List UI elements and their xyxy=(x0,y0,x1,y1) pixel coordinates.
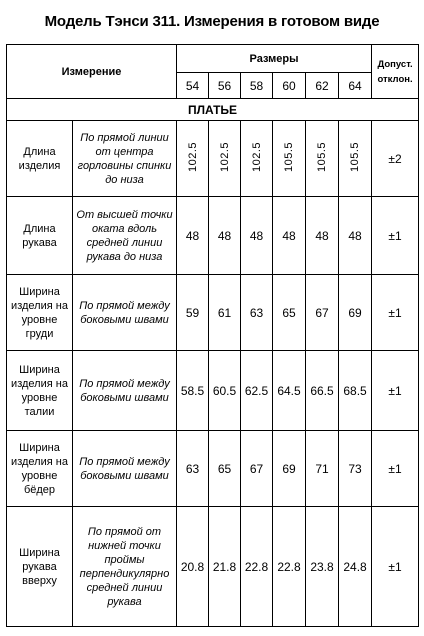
value-cell-60 xyxy=(273,121,306,197)
value-cell-54: 59 xyxy=(177,275,209,351)
size-header-60: 60 xyxy=(273,73,306,99)
value-cell-58: 48 xyxy=(241,197,273,275)
value-cell-62: 71 xyxy=(306,431,339,507)
method-cell: По прямой линии от центра горловины спинки до низа xyxy=(73,121,177,197)
tolerance-cell: ±1 xyxy=(372,507,419,627)
table-body xyxy=(7,121,419,627)
measurement-line: Длина xyxy=(23,222,56,235)
table-row xyxy=(7,121,419,197)
measurements-table xyxy=(6,44,419,627)
value-cell-54: 63 xyxy=(177,431,209,507)
measurement-cell xyxy=(7,507,73,627)
value-text: 102.5 xyxy=(250,141,263,173)
sizes-header: Размеры xyxy=(177,45,372,73)
measurement-cell xyxy=(7,197,73,275)
value-cell-56: 65 xyxy=(209,431,241,507)
method-cell: По прямой между боковыми швами xyxy=(73,275,177,351)
size-header-62: 62 xyxy=(306,73,339,99)
measurement-line: Длина xyxy=(23,145,56,158)
measurement-line: талии xyxy=(24,405,55,418)
value-cell-58: 67 xyxy=(241,431,273,507)
measurement-line: уровне xyxy=(21,469,58,482)
value-cell-62: 67 xyxy=(306,275,339,351)
table-row xyxy=(7,351,419,431)
value-cell-64: 73 xyxy=(339,431,372,507)
value-cell-64: 68.5 xyxy=(339,351,372,431)
measurement-line: изделия на xyxy=(11,377,68,390)
method-cell: По прямой от нижней точки проймы перпендикулярно средней линии рукава xyxy=(73,507,177,627)
value-text: 102.5 xyxy=(186,141,199,173)
measurement-cell xyxy=(7,351,73,431)
measurement-line: рукава xyxy=(22,236,57,249)
value-cell-58: 63 xyxy=(241,275,273,351)
page-title: Модель Тэнси 311. Измерения в готовом виде xyxy=(44,13,380,30)
measurement-line: изделия xyxy=(18,159,61,172)
value-cell-58: 62.5 xyxy=(241,351,273,431)
measurement-line: Ширина xyxy=(19,546,60,559)
value-cell-62: 23.8 xyxy=(306,507,339,627)
value-cell-64 xyxy=(339,121,372,197)
value-cell-56: 61 xyxy=(209,275,241,351)
value-cell-54: 48 xyxy=(177,197,209,275)
value-cell-56: 48 xyxy=(209,197,241,275)
measurement-line: уровне груди xyxy=(21,313,58,340)
value-cell-54 xyxy=(177,121,209,197)
value-text: 105.5 xyxy=(349,141,362,173)
tolerance-cell: ±1 xyxy=(372,431,419,507)
tolerance-cell: ±1 xyxy=(372,197,419,275)
measurement-cell xyxy=(7,121,73,197)
measurement-line: Ширина xyxy=(19,285,60,298)
value-cell-60: 69 xyxy=(273,431,306,507)
tolerance-header-line1: Допуст. xyxy=(377,58,413,70)
value-cell-56: 21.8 xyxy=(209,507,241,627)
measurement-line: Ширина xyxy=(19,363,60,376)
method-cell: По прямой между боковыми швами xyxy=(73,431,177,507)
table-row xyxy=(7,197,419,275)
measurement-header: Измерение xyxy=(7,45,177,99)
tolerance-cell: ±1 xyxy=(372,275,419,351)
value-cell-62 xyxy=(306,121,339,197)
value-cell-58 xyxy=(241,121,273,197)
value-cell-64: 24.8 xyxy=(339,507,372,627)
size-header-58: 58 xyxy=(241,73,273,99)
value-cell-60: 48 xyxy=(273,197,306,275)
table-row xyxy=(7,507,419,627)
tolerance-header xyxy=(372,45,419,99)
value-cell-62: 48 xyxy=(306,197,339,275)
measurement-line: рукава xyxy=(22,560,57,573)
value-cell-64: 69 xyxy=(339,275,372,351)
measurement-line: бёдер xyxy=(23,483,56,496)
size-header-64: 64 xyxy=(339,73,372,99)
measurement-line: изделия на xyxy=(11,299,68,312)
method-cell: По прямой между боковыми швами xyxy=(73,351,177,431)
measurement-line: уровне xyxy=(21,391,58,404)
method-cell: От высшей точки оката вдоль средней линии рукава до низа xyxy=(73,197,177,275)
measurement-cell xyxy=(7,275,73,351)
value-cell-58: 22.8 xyxy=(241,507,273,627)
tolerance-cell: ±2 xyxy=(372,121,419,197)
value-cell-60: 22.8 xyxy=(273,507,306,627)
value-cell-60: 64.5 xyxy=(273,351,306,431)
value-text: 105.5 xyxy=(316,141,328,173)
value-cell-64: 48 xyxy=(339,197,372,275)
value-cell-54: 58.5 xyxy=(177,351,209,431)
size-header-54: 54 xyxy=(177,73,209,99)
value-cell-56: 60.5 xyxy=(209,351,241,431)
value-text: 102.5 xyxy=(218,141,231,173)
measurement-line: Ширина xyxy=(19,441,60,454)
size-header-56: 56 xyxy=(209,73,241,99)
measurement-line: вверху xyxy=(22,574,57,587)
value-cell-56 xyxy=(209,121,241,197)
value-cell-62: 66.5 xyxy=(306,351,339,431)
value-cell-54: 20.8 xyxy=(177,507,209,627)
tolerance-header-line2: отклон. xyxy=(377,73,413,85)
section-title: ПЛАТЬЕ xyxy=(7,99,419,121)
table-row xyxy=(7,431,419,507)
tolerance-cell: ±1 xyxy=(372,351,419,431)
table-row xyxy=(7,275,419,351)
measurement-cell xyxy=(7,431,73,507)
value-cell-60: 65 xyxy=(273,275,306,351)
measurement-line: изделия на xyxy=(11,455,68,468)
value-text: 105.5 xyxy=(283,141,295,173)
